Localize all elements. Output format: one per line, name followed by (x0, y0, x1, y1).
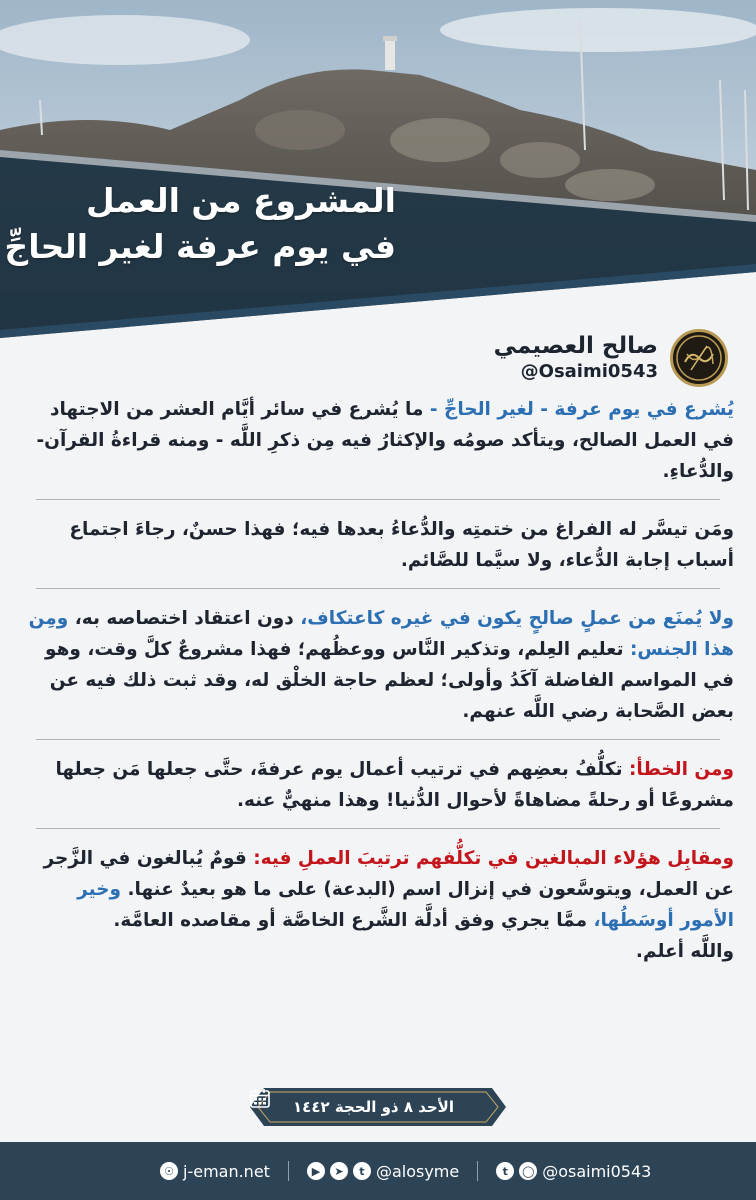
paragraph-3 (22, 603, 734, 727)
paragraph-5-text: ممَّا يجري وفق أدلَّة الشَّرع الخاصَّة أو مقاصده العامَّة. (113, 910, 594, 931)
header-photo (0, 0, 756, 345)
twitter-icon: t (496, 1162, 514, 1180)
paragraph-1-lead: يُشرع في يوم عرفة - لغير الحاجِّ - (429, 399, 734, 420)
paragraph-3-lead: ولا يُمنَع من عملٍ صالحٍ يكون في غيره كاعتكاف، (300, 608, 734, 629)
divider (36, 828, 720, 829)
author-info (494, 332, 658, 384)
paragraph-5-lead: ومقابِل هؤلاء المبالغين في تكلُّفهم ترتيبَ العملِ فيه: (253, 848, 734, 869)
footer-link-website[interactable] (160, 1162, 270, 1181)
divider (36, 588, 720, 589)
footer-link-osaimi[interactable] (496, 1162, 651, 1181)
paragraph-3-text: تعليم العِلم، وتذكير النَّاس ووعظُهم؛ فهذا مشروعٌ كلَّ وقت، وهو في المواسم الفاضلة آكَدُ وأولى؛ لعظم حاجة الخلْق له، وقد ثبت ذلك فيه عن بعض الصَّحابة رضي اللَّه عنهم. (45, 639, 734, 722)
footer-links (160, 1142, 651, 1200)
closing-text: واللَّه أعلم. (635, 941, 734, 962)
page-title (4, 178, 396, 270)
paragraph-5-mid: قومٌ يُبالغون في الزَّجر عن العمل، ويتوسَّعون في إنزال اسم (البدعة) على ما هو بعيدٌ عنها. (43, 848, 734, 900)
telegram-icon: ➤ (330, 1162, 348, 1180)
twitter-icon: t (353, 1162, 371, 1180)
paragraph-2 (22, 514, 734, 576)
paragraph-5-highlight: وخير الأمور أوسَطُها، (77, 879, 734, 931)
divider (477, 1161, 478, 1181)
youtube-icon: ▶ (307, 1162, 325, 1180)
paragraph-1 (22, 394, 734, 487)
author-seal-logo (670, 329, 728, 387)
author-handle[interactable]: @Osaimi0543 (520, 361, 658, 382)
header-banner (0, 0, 756, 345)
author-block (494, 326, 728, 390)
globe-icon: ☉ (160, 1162, 178, 1180)
paragraph-3-mid: دون اعتقاد اختصاصه به، (68, 608, 301, 629)
calendar-icon (250, 1088, 270, 1108)
website-text: j-eman.net (183, 1161, 270, 1181)
paragraph-5 (22, 843, 734, 967)
footer (0, 1142, 756, 1200)
alosyme-handle: @alosyme (375, 1161, 460, 1181)
author-name: صالح العصيمي (493, 333, 658, 359)
divider (36, 499, 720, 500)
date-banner (250, 1088, 506, 1126)
paragraph-3-label: ومِن هذا الجنس: (28, 608, 734, 660)
article-body (22, 394, 734, 967)
divider (288, 1161, 289, 1181)
calligraphy-seal-icon (673, 332, 725, 384)
title-line-2: في يوم عرفة لغير الحاجِّ (4, 227, 396, 266)
footer-link-alosyme[interactable] (307, 1162, 459, 1181)
paragraph-4-label: ومن الخطأ: (628, 759, 734, 780)
date-text: الأحد ٨ ذو الحجة ١٤٤٢ (293, 1098, 454, 1116)
paragraph-4 (22, 754, 734, 816)
title-line-1: المشروع من العمل (85, 181, 396, 220)
osaimi-handle: @osaimi0543 (542, 1161, 652, 1181)
paragraph-4-text: تكلُّفُ بعضِهم في ترتيب أعمال يوم عرفةَ، حتَّى جعلها مَن جعلها مشروعًا أو رحلةً مضاهاةً لأحوال الدُّنيا! وهذا منهيٌّ عنه. (55, 759, 734, 811)
paragraph-2-text: ومَن تيسَّر له الفراغ من ختمتِه والدُّعاءُ بعدها فيه؛ فهذا حسنٌ، رجاءَ اجتماع أسباب إجابة الدُّعاء، ولا سيَّما للصَّائم. (69, 519, 734, 571)
divider (36, 739, 720, 740)
instagram-icon: ◯ (519, 1162, 537, 1180)
paragraph-1-text: ما يُشرع في سائر أيَّام العشر من الاجتهاد في العمل الصالح، ويتأكد صومُه والإكثارُ فيه مِن ذكرِ اللَّه - ومنه قراءةُ القرآن- والدُّعاءِ. (36, 399, 734, 482)
